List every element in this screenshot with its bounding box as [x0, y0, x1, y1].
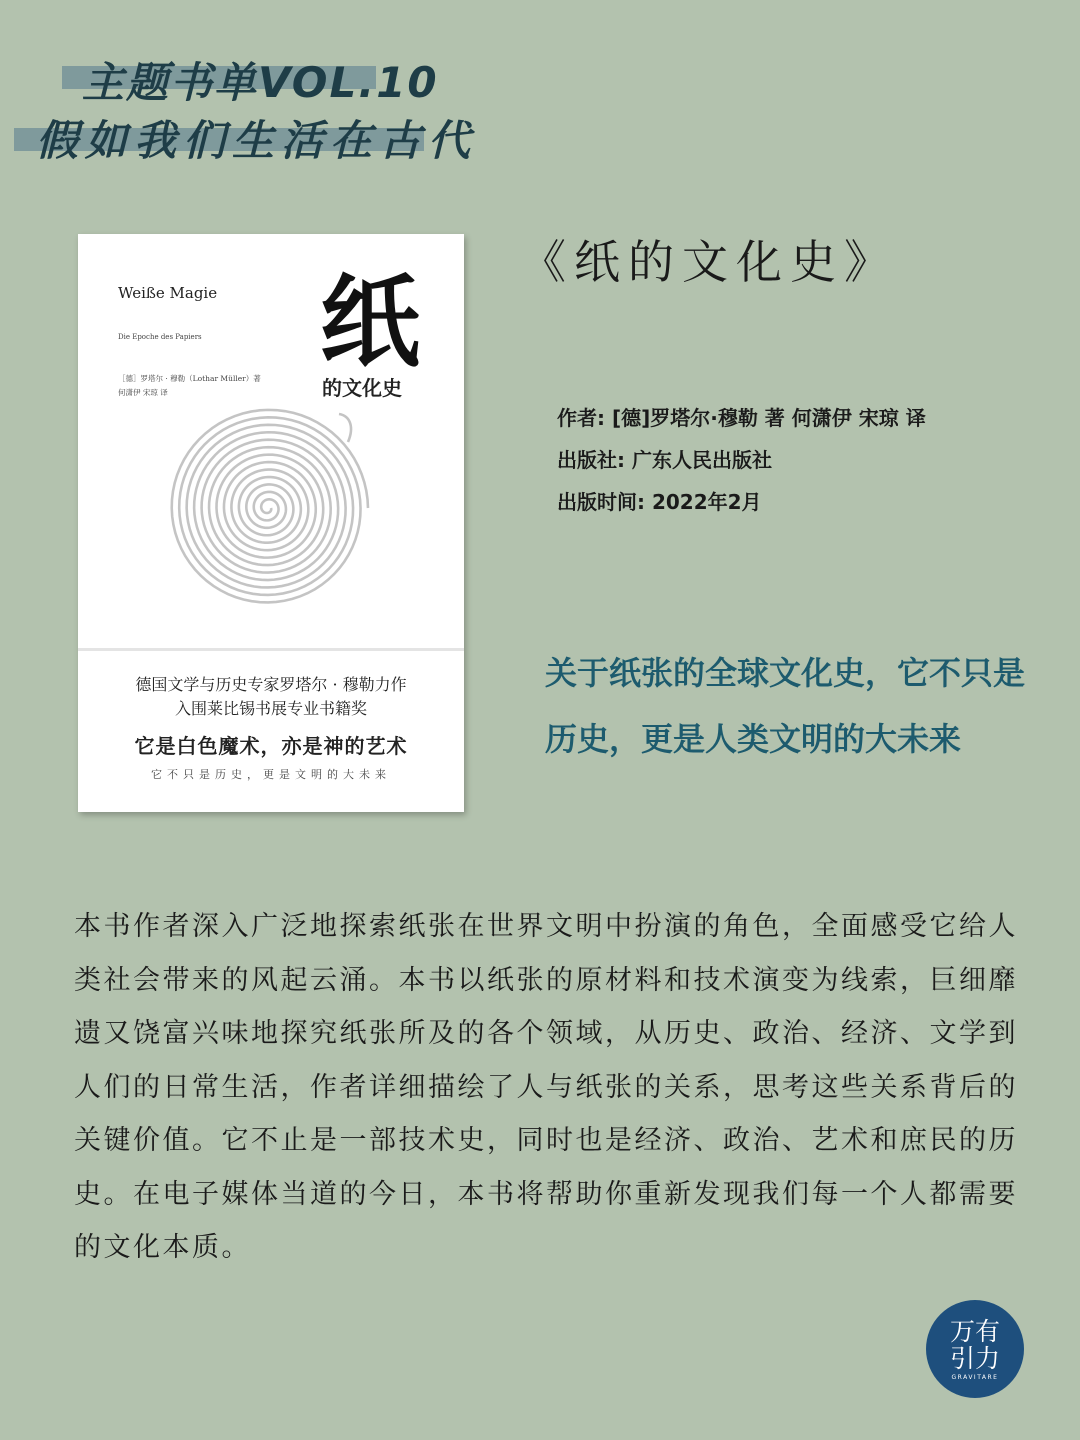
cover-blurb-line2: 入围莱比锡书展专业书籍奖 [174, 699, 367, 718]
book-description: 本书作者深入广泛地探索纸张在世界文明中扮演的角色，全面感受它给人类社会带来的风起云涌。本书以纸张的原材料和技术演变为线索，巨细靡遗又饶富兴味地探究纸张所及的各个领域，从历史、政治、经济、文学到人们的日常生活，作者详细描绘了人与纸张的关系，思考这些关系背后的关键价值。它不止是一部技术史，同时也是经济、政治、艺术和庶民的历史。在电子媒体当道的今日，本书将帮助你重新发现我们每一个人都需要的文化本质。 [74, 911, 1018, 1263]
series-theme: 假如我们生活在古代 [36, 116, 478, 165]
spiral-tail [339, 414, 351, 442]
cover-author-credit: ［德］罗塔尔 · 穆勒（Lothar Müller）著 [118, 374, 261, 383]
cover-blurb-line1: 德国文学与历史专家罗塔尔 · 穆勒力作 [135, 675, 407, 694]
logo-text: GRAVITARE [951, 1374, 999, 1381]
cover-translator-credit: 何潇伊 宋琼 译 [118, 388, 168, 397]
cover-subtitle-en: Die Epoche des Papiers [118, 333, 202, 341]
book-publisher: 出版社: 广东人民出版社 [557, 448, 772, 472]
cover-divider [78, 648, 464, 651]
cover-title-en: Weiße Magie [118, 284, 218, 302]
brand-logo [926, 1300, 1024, 1398]
cover-blurb-small: 它不只是历史，更是文明的大未来 [151, 768, 391, 781]
cover-title-big-char: 纸 [320, 263, 420, 381]
logo-mark-line1: 万有 [949, 1317, 1000, 1346]
spiral-illustration [158, 398, 378, 618]
series-title: 主题书单VOL.10 [82, 58, 439, 107]
cover-blurb-bold: 它是白色魔术，亦是神的艺术 [134, 734, 408, 758]
logo-mark-line2: 引力 [949, 1344, 1000, 1373]
cover-credits [118, 372, 261, 400]
book-cover [78, 234, 464, 812]
book-title: 《纸的文化史》 [520, 235, 898, 289]
cover-title-rest: 的文化史 [322, 376, 402, 400]
spiral-path [172, 410, 368, 603]
book-tagline: 关于纸张的全球文化史，它不只是历史，更是人类文明的大未来 [545, 654, 1026, 758]
book-author: 作者: [德]罗塔尔·穆勒 著 何潇伊 宋琼 译 [557, 406, 926, 430]
logo-mark [926, 1318, 1024, 1372]
book-publish-date: 出版时间: 2022年2月 [557, 490, 762, 514]
